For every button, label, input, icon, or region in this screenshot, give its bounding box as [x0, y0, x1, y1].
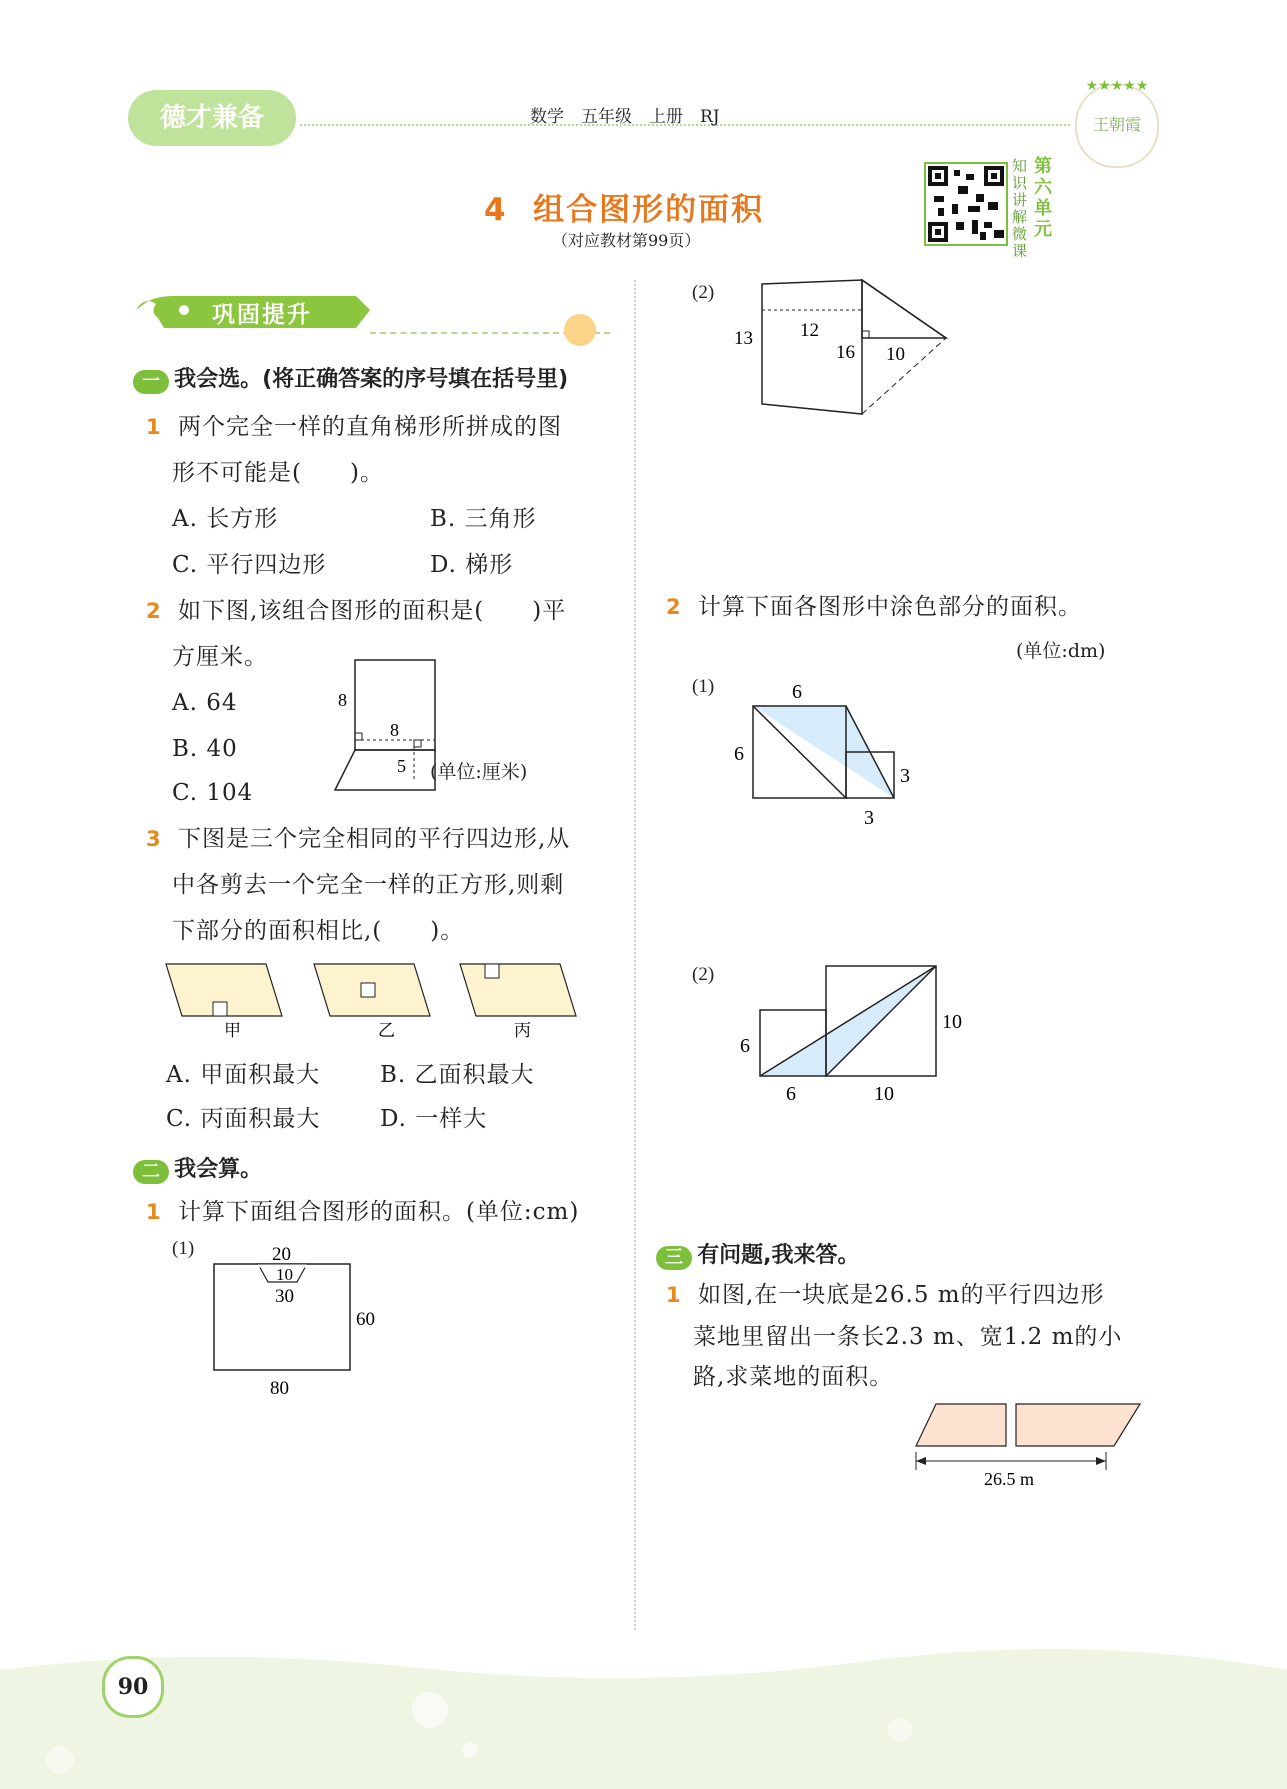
p2q2-unit: (单位:dm) — [1016, 640, 1106, 662]
q3-figures — [160, 956, 580, 1046]
micro-lesson-label: 知识讲解微课 — [1012, 157, 1028, 260]
q2-line1 — [146, 594, 566, 628]
part1-title: 我会选。(将正确答案的序号填在括号里) — [174, 367, 569, 392]
lesson-title: 4 组合图形的面积 — [484, 192, 765, 228]
part3-heading — [656, 1238, 859, 1270]
label-yi: 乙 — [378, 1021, 395, 1040]
section-banner — [134, 290, 374, 334]
label-jia: 甲 — [224, 1021, 241, 1040]
fig2-label-13: 13 — [734, 328, 753, 349]
q3-option-d[interactable]: D. 一样大 — [380, 1106, 488, 1132]
q2-text1: 如下图,该组合图形的面积是( )平 — [177, 598, 567, 624]
q1-option-b[interactable]: B. 三角形 — [430, 506, 537, 532]
q2-trapezoid — [335, 750, 435, 790]
part3-title: 有问题,我来答。 — [697, 1243, 860, 1268]
p2q1-fig1 — [200, 1236, 400, 1406]
fig3-label-6top: 6 — [792, 681, 802, 703]
section-banner-text: 巩固提升 — [212, 302, 312, 328]
field-right — [1016, 1404, 1140, 1446]
p3q1-text3: 路,求菜地的面积。 — [693, 1364, 894, 1390]
fig1-label-20: 20 — [272, 1244, 291, 1265]
p2q2-fig1-label: (1) — [692, 676, 715, 697]
logo-seal — [1075, 78, 1159, 168]
q3-number: 3 — [146, 827, 162, 851]
part2-heading — [133, 1152, 262, 1184]
q1-line1 — [146, 410, 562, 444]
fig4-label-6left: 6 — [740, 1035, 750, 1057]
qr-code[interactable] — [924, 162, 1008, 246]
star-icon: ★★★★★ — [1085, 78, 1149, 94]
fig3-label-3bottom: 3 — [864, 807, 874, 829]
q2-unit: (单位:厘米) — [430, 761, 528, 783]
p3q1-line1 — [666, 1278, 1105, 1312]
part1-badge: 一 — [133, 370, 169, 394]
measure-label: 26.5 m — [984, 1469, 1035, 1489]
q2-right-angle-2 — [414, 740, 421, 747]
logo-text: 王朝霞 — [1092, 115, 1141, 134]
p2q1-number: 1 — [146, 1200, 162, 1224]
page-number-badge — [102, 1656, 164, 1718]
p2q2-fig2-label: (2) — [692, 964, 715, 985]
footer-decoration — [0, 1640, 1287, 1789]
brand-badge — [128, 90, 296, 146]
fig2-right-angle — [862, 331, 869, 338]
fig2-label-16: 16 — [836, 342, 855, 363]
fig2-label-12: 12 — [800, 320, 819, 341]
q1-option-a[interactable]: A. 长方形 — [172, 506, 279, 532]
fig1-label-10: 10 — [276, 1265, 293, 1284]
q3-text3: 下部分的面积相比,( )。 — [172, 918, 465, 944]
p2q1-text: 计算下面组合图形的面积。(单位:cm) — [177, 1199, 580, 1225]
p2q1-fig1-label: (1) — [172, 1238, 195, 1259]
fig1-label-80: 80 — [270, 1378, 289, 1399]
p3q1-text1: 如图,在一块底是26.5 m的平行四边形 — [697, 1282, 1105, 1308]
part2-badge: 二 — [133, 1160, 169, 1184]
page-number: 90 — [117, 1674, 149, 1700]
p3q1-number: 1 — [666, 1283, 682, 1307]
q2-label-8b: 8 — [390, 720, 399, 740]
q3-option-a[interactable]: A. 甲面积最大 — [166, 1062, 321, 1088]
q3-text2: 中各剪去一个完全一样的正方形,则剩 — [172, 872, 565, 898]
shape-jia — [166, 964, 282, 1040]
p2q2-fig2 — [720, 960, 980, 1110]
q1-option-d[interactable]: D. 梯形 — [430, 552, 514, 578]
qr-code-icon — [928, 166, 1004, 242]
fig4-label-6bottom: 6 — [786, 1083, 796, 1105]
label-bing: 丙 — [514, 1021, 531, 1040]
fig3-label-3right: 3 — [900, 765, 910, 787]
fig1-label-30: 30 — [275, 1286, 294, 1307]
part1-heading — [133, 362, 568, 394]
q2-label-8a: 8 — [338, 690, 347, 710]
p3q1-figure — [900, 1396, 1150, 1496]
field-left — [916, 1404, 1006, 1446]
q3-option-b[interactable]: B. 乙面积最大 — [380, 1062, 535, 1088]
column-divider — [634, 280, 636, 1630]
p2q2-text: 计算下面各图形中涂色部分的面积。 — [697, 594, 1082, 620]
q2-number: 2 — [146, 599, 162, 623]
q2-right-angle — [355, 733, 362, 740]
p3q1-text2: 菜地里留出一条长2.3 m、宽1.2 m的小 — [693, 1324, 1123, 1350]
q2-option-a[interactable]: A. 64 — [172, 690, 238, 716]
shape-yi — [314, 964, 430, 1040]
q3-line1 — [146, 822, 570, 856]
fig1-label-60: 60 — [356, 1309, 375, 1330]
fig2-label-10: 10 — [886, 344, 905, 365]
p2q2-line — [666, 590, 1082, 624]
p2q1-fig2 — [720, 270, 960, 420]
q3-text1: 下图是三个完全相同的平行四边形,从 — [177, 826, 571, 852]
part3-badge: 三 — [656, 1246, 692, 1270]
q2-option-c[interactable]: C. 104 — [172, 780, 254, 806]
sun-icon — [558, 310, 608, 346]
fig4-line1 — [760, 966, 936, 1076]
q2-label-5: 5 — [397, 756, 406, 776]
q1-text2: 形不可能是( )。 — [172, 460, 384, 486]
p2q2-number: 2 — [666, 595, 682, 619]
q2-text2: 方厘米。 — [172, 644, 268, 670]
fig2-edge — [862, 280, 946, 338]
fig4-line2 — [826, 966, 936, 1076]
subject-line: 数学 五年级 上册 RJ — [530, 107, 720, 127]
p2q1-line — [146, 1195, 579, 1229]
fig3-label-6left: 6 — [734, 743, 744, 765]
q1-option-c[interactable]: C. 平行四边形 — [172, 552, 327, 578]
q3-option-c[interactable]: C. 丙面积最大 — [166, 1106, 321, 1132]
q2-option-b[interactable]: B. 40 — [172, 736, 238, 762]
fig4-label-10right: 10 — [942, 1011, 962, 1033]
chapter-label: 第六单元 — [1034, 156, 1052, 240]
shape-bing — [460, 964, 576, 1040]
lesson-subtitle: （对应教材第99页） — [552, 231, 701, 250]
brand-text: 德才兼备 — [159, 103, 264, 133]
arrow-left-icon — [916, 1457, 926, 1465]
q1-text1: 两个完全一样的直角梯形所拼成的图 — [177, 414, 562, 440]
q1-number: 1 — [146, 415, 162, 439]
p2q1-fig2-label: (2) — [692, 282, 715, 303]
p2q2-fig1 — [720, 676, 940, 836]
part2-title: 我会算。 — [174, 1157, 263, 1182]
arrow-right-icon — [1096, 1457, 1106, 1465]
fig4-label-10bottom: 10 — [874, 1083, 894, 1105]
